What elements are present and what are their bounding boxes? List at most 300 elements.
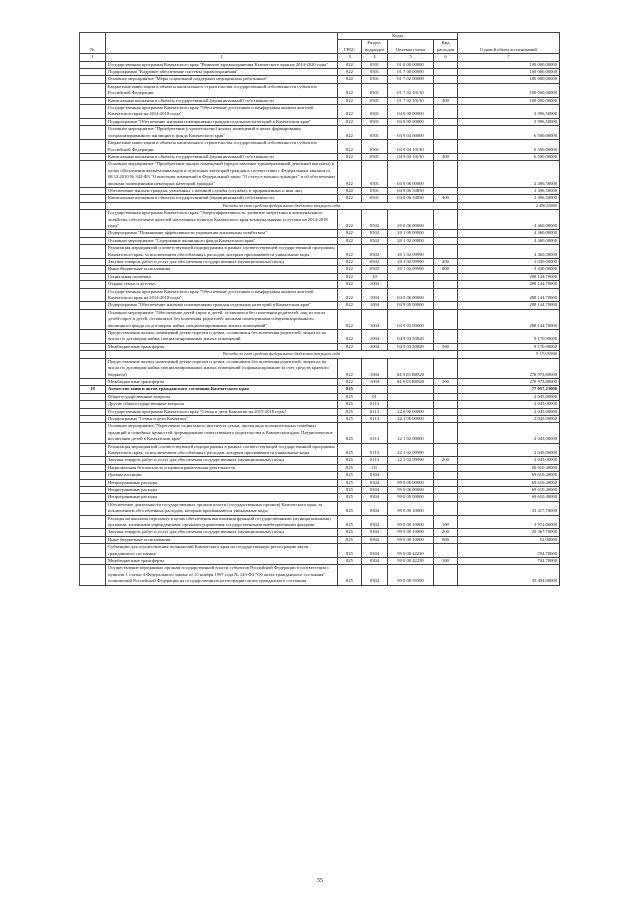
row-amount: 288 144,70000 (458, 302, 560, 309)
row-grbs: 825 (338, 529, 362, 536)
row-name: Капитальные вложения в объекты государственной (муниципальной) собственности (106, 97, 338, 104)
row-amount: 2 045,00000 (458, 443, 560, 457)
table-row (80, 415, 560, 422)
row-section: 0501 (362, 69, 388, 76)
table-header-row (80, 33, 560, 40)
row-section: 1004 (362, 358, 388, 378)
row-number (80, 501, 106, 515)
row-name: Капитальные вложения в объекты государственной (муниципальной) собственности (106, 195, 338, 202)
row-name: Подпрограмма "Семья и дети Камчатки" (106, 415, 338, 422)
row-amount: 6 500,00000 (458, 140, 560, 154)
row-amount: 69 610,40000 (458, 494, 560, 501)
row-expense-type (434, 69, 458, 76)
row-section: 0502 (362, 210, 388, 230)
header-codes: Коды (338, 33, 458, 40)
row-expense-type: 500 (434, 558, 458, 565)
row-name: Государственная программа Камчатского края "Развитие здравоохранения Камчатского края на 2014-2020 годы" (106, 61, 338, 68)
row-name: Основное мероприятие "Приобретение жилых помещений (предоставление единовременной денежной выплаты) в целях обеспечения жильем инвалидов и отдельных категорий граждан в соответствии с Федеральным законом от 08.12.2010 № 342-ФЗ "О внесении изменений в Федеральный закон "О статусе военнослужащих" и об обеспечении жилыми помещениями некоторых категорий граждан" (106, 161, 338, 188)
row-name: Обеспечение жильем граждан, уволенных с военной службы (службы), и приравненных к ним лиц (106, 187, 338, 194)
row-amount: 29 367,70000 (458, 529, 560, 536)
row-expense-type (434, 83, 458, 97)
row-target-article: 04 9 03 R0820 (388, 358, 434, 378)
row-name: Непрограммные расходы (106, 479, 338, 486)
row-section: 0304 (362, 529, 388, 536)
row-expense-type (434, 140, 458, 154)
row-grbs: 822 (338, 378, 362, 385)
table-row (80, 237, 560, 244)
row-expense-type (434, 76, 458, 83)
row-name: Обеспечение деятельности государственных органов власти (государственных органов) Камчатского края, за исключением обособленных расходов, которым присваиваются уникальные коды (106, 501, 338, 515)
row-section: 0304 (362, 565, 388, 585)
row-expense-type (434, 273, 458, 280)
row-expense-type (434, 472, 458, 479)
row-section: 0501 (362, 61, 388, 68)
row-number (80, 97, 106, 104)
row-expense-type (434, 479, 458, 486)
row-expense-type: 800 (434, 266, 458, 273)
row-amount: 69 610,40000 (458, 479, 560, 486)
row-amount: 704,70000 (458, 558, 560, 565)
row-section: 0501 (362, 153, 388, 160)
row-number (80, 105, 106, 119)
table-row (80, 105, 560, 119)
table-row (80, 69, 560, 76)
table-row (80, 515, 560, 529)
row-grbs: 825 (338, 515, 362, 529)
row-expense-type: 200 (434, 259, 458, 266)
row-target-article: 99 0 00 10000 (388, 515, 434, 529)
row-number (80, 210, 106, 230)
row-name: Государственная программа Камчатского края "Обеспечение доступным и комфортным жильем жителей Камчатского края на 2014-2018 годы" (106, 105, 338, 119)
budget-table (79, 32, 560, 586)
row-target-article: 99 0 00 10000 (388, 501, 434, 515)
row-grbs: 825 (338, 408, 362, 415)
row-amount: 288 144,70000 (458, 273, 560, 280)
row-grbs: 822 (338, 309, 362, 329)
row-target-article: 04 9 00 00000 (388, 302, 434, 309)
row-number (80, 118, 106, 125)
row-section: 0304 (362, 536, 388, 543)
table-row (80, 281, 560, 288)
row-name: Государственная программа Камчатского края "Семья и дети Камчатки на 2015-2018 годы" (106, 408, 338, 415)
row-amount: 278 973,80000 (458, 358, 560, 378)
row-amount: 2 045,00000 (458, 393, 560, 400)
row-target-article: 04 9 03 50820 (388, 343, 434, 350)
row-number (80, 565, 106, 585)
row-number (80, 536, 106, 543)
table-row (80, 386, 560, 393)
row-grbs: 825 (338, 464, 362, 471)
row-expense-type (434, 118, 458, 125)
row-expense-type (434, 210, 458, 230)
row-grbs: 825 (338, 501, 362, 515)
row-target-article: 20 1 02 00000 (388, 237, 434, 244)
row-amount: 2 045,00000 (458, 401, 560, 408)
row-expense-type (434, 443, 458, 457)
row-expense-type (434, 408, 458, 415)
row-number (80, 393, 106, 400)
row-target-article (388, 401, 434, 408)
row-name: Социальная политика (106, 273, 338, 280)
row-expense-type: 500 (434, 378, 458, 385)
row-grbs: 822 (338, 161, 362, 188)
row-target-article: 20 0 00 00000 (388, 210, 434, 230)
row-expense-type (434, 126, 458, 140)
row-number (80, 529, 106, 536)
row-amount: 77 057,21000 (458, 386, 560, 393)
row-section: 0502 (362, 237, 388, 244)
row-number (80, 230, 106, 237)
table-row (80, 273, 560, 280)
row-target-article (388, 281, 434, 288)
row-expense-type (434, 501, 458, 515)
table-row (80, 487, 560, 494)
row-amount: 35 494,00000 (458, 565, 560, 585)
row-grbs: 825 (338, 494, 362, 501)
row-number (80, 343, 106, 350)
row-name: Межбюджетные трансферты (106, 343, 338, 350)
row-target-article: 04 9 06 00000 (388, 161, 434, 188)
row-section: 0501 (362, 161, 388, 188)
row-name: Закупка товаров, работ и услуг для обеспечения государственных (муниципальных) нужд (106, 457, 338, 464)
row-name: Закупка товаров, работ и услуг для обеспечения государственных (муниципальных) нужд (106, 259, 338, 266)
row-number (80, 330, 106, 344)
row-number (80, 515, 106, 529)
row-target-article: 99 0 00 00000 (388, 479, 434, 486)
row-number (80, 479, 106, 486)
row-number (80, 408, 106, 415)
row-name: Непрограммные расходы (106, 487, 338, 494)
table-row (80, 126, 560, 140)
row-target-article: 99 0 00 59300 (388, 565, 434, 585)
table-row (80, 423, 560, 443)
row-expense-type (434, 309, 458, 329)
page-number: 55 (317, 878, 323, 884)
row-name: Основное мероприятие "Меры социальной поддержки медицинских работников" (106, 76, 338, 83)
row-target-article: 04 0 00 00000 (388, 105, 434, 119)
row-name: Подпрограмма "Обеспечение жилыми помещениями граждан отдельных категорий в Камчатском крае" (106, 302, 338, 309)
row-expense-type: 500 (434, 343, 458, 350)
row-grbs: 822 (338, 83, 362, 97)
row-section: 0113 (362, 457, 388, 464)
row-name: Реализация мероприятий соответствующей подпрограммы в рамках соответствующей государственной программы Камчатского края, за исключением обособленных расходов, которым присваиваются уникальные коды (106, 245, 338, 259)
row-grbs: 825 (338, 393, 362, 400)
row-section: 0501 (362, 126, 388, 140)
table-row (80, 479, 560, 486)
table-body (80, 33, 560, 586)
row-section: 0502 (362, 245, 388, 259)
row-amount: 4 460,00000 (458, 245, 560, 259)
row-amount: 100 000,00000 (458, 83, 560, 97)
row-amount: 52,00000 (458, 536, 560, 543)
row-section: 0501 (362, 105, 388, 119)
table-row (80, 558, 560, 565)
table-row (80, 187, 560, 194)
row-grbs: 825 (338, 558, 362, 565)
row-grbs: 822 (338, 343, 362, 350)
row-target-article: 04 9 06 54850 (388, 195, 434, 202)
table-row (80, 118, 560, 125)
row-number (80, 494, 106, 501)
header-section: Раздел, подраздел (362, 40, 388, 54)
row-grbs: 825 (338, 415, 362, 422)
note-amount: 9 170,90000 (458, 351, 560, 358)
row-expense-type (434, 161, 458, 188)
row-grbs: 822 (338, 210, 362, 230)
row-section: 0502 (362, 259, 388, 266)
row-amount: 2 045,00000 (458, 423, 560, 443)
row-grbs: 825 (338, 386, 362, 393)
row-grbs: 825 (338, 423, 362, 443)
row-grbs: 822 (338, 61, 362, 68)
row-name: Иные бюджетные ассигнования (106, 536, 338, 543)
table-row (80, 83, 560, 97)
row-number (80, 457, 106, 464)
column-number-row: 1 2 3 4 5 6 7 (80, 54, 560, 61)
table-row (80, 309, 560, 329)
row-grbs: 825 (338, 544, 362, 558)
row-target-article: 04 9 03 50820 (388, 330, 434, 344)
row-name: Осуществление переданных органам государственной власти субъектов Российской Федерации в соответствии с пунктом 1 статьи 4 Федерального закона от 15 ноября 1997 года № 143-ФЗ "Об актах гражданского состояния" полномочий Российской Федерации на государственную регистрацию актов гражданского состояния (106, 565, 338, 585)
row-name: Реализация мероприятий соответствующей подпрограммы в рамках соответствующей государственной программы Камчатского края, за исключением обособленных расходов, которым присваиваются уникальные коды (106, 443, 338, 457)
row-amount: 100 000,00000 (458, 76, 560, 83)
row-amount: 2 496,50000 (458, 195, 560, 202)
row-amount: 9 170,90000 (458, 343, 560, 350)
row-expense-type (434, 245, 458, 259)
note-text: Расходы за счет средств федерального бюджета текущего года (106, 202, 458, 209)
table-row (80, 501, 560, 515)
row-section: 0304 (362, 501, 388, 515)
row-target-article: 04 9 03 R0820 (388, 378, 434, 385)
row-section: 0501 (362, 83, 388, 97)
row-number (80, 401, 106, 408)
row-expense-type (434, 281, 458, 288)
row-number (80, 266, 106, 273)
row-grbs: 822 (338, 330, 362, 344)
row-name: Основное мероприятие "Содержание жилищного фонда Камчатского края" (106, 237, 338, 244)
row-expense-type (434, 187, 458, 194)
row-target-article: 01 7 00 00000 (388, 69, 434, 76)
row-name: Другие общегосударственные вопросы (106, 401, 338, 408)
row-name: Иные бюджетные ассигнования (106, 266, 338, 273)
row-name: Органы юстиции (106, 472, 338, 479)
table-row (80, 230, 560, 237)
row-grbs: 822 (338, 302, 362, 309)
row-amount: 2 496,50000 (458, 161, 560, 188)
row-expense-type (434, 237, 458, 244)
row-target-article: 01 7 02 00000 (388, 76, 434, 83)
row-amount: 2 496,50000 (458, 187, 560, 194)
row-section: 1004 (362, 330, 388, 344)
row-grbs: 825 (338, 479, 362, 486)
table-row (80, 343, 560, 350)
row-expense-type (434, 565, 458, 585)
row-name: Общегосударственные вопросы (106, 393, 338, 400)
row-expense-type (434, 544, 458, 558)
row-expense-type (434, 61, 458, 68)
row-grbs: 825 (338, 536, 362, 543)
row-grbs: 822 (338, 76, 362, 83)
row-name: Агентство записи актов гражданского состояния Камчатского края (106, 386, 338, 393)
row-section: 0113 (362, 415, 388, 422)
note-text: Расходы за счет средств федерального бюджета текущего года (106, 351, 458, 358)
row-number (80, 464, 106, 471)
row-number (80, 273, 106, 280)
table-row (80, 140, 560, 154)
table-row (80, 288, 560, 302)
row-target-article: 99 0 00 10000 (388, 529, 434, 536)
row-section: 0304 (362, 494, 388, 501)
row-amount: 4 460,00000 (458, 237, 560, 244)
table-row (80, 153, 560, 160)
row-number (80, 415, 106, 422)
row-amount: 704,70000 (458, 544, 560, 558)
row-section: 0304 (362, 487, 388, 494)
row-target-article: 04 9 00 00000 (388, 118, 434, 125)
row-amount: 100 000,00000 (458, 97, 560, 104)
row-amount: 4 460,00000 (458, 230, 560, 237)
row-amount: 1 030,00000 (458, 259, 560, 266)
table-row (80, 302, 560, 309)
row-section: 0113 (362, 423, 388, 443)
row-name: Национальная безопасность и правоохранительная деятельность (106, 464, 338, 471)
row-target-article: 04 9 04 10130 (388, 140, 434, 154)
row-amount: 278 973,80000 (458, 378, 560, 385)
table-row (80, 97, 560, 104)
row-section: 01 (362, 393, 388, 400)
row-amount: 2 045,00000 (458, 457, 560, 464)
row-number (80, 281, 106, 288)
row-grbs: 825 (338, 487, 362, 494)
row-amount: 288 144,70000 (458, 288, 560, 302)
row-amount: 69 610,40000 (458, 487, 560, 494)
table-row (80, 472, 560, 479)
row-target-article: 01 7 02 10130 (388, 97, 434, 104)
row-grbs: 822 (338, 281, 362, 288)
row-target-article: 99 0 00 42230 (388, 558, 434, 565)
row-target-article: 20 1 02 09990 (388, 259, 434, 266)
row-target-article: 04 0 00 00000 (388, 288, 434, 302)
row-expense-type (434, 464, 458, 471)
table-row (80, 161, 560, 188)
row-name: Подпрограмма "Обеспечение жилыми помещениями граждан отдельных категорий в Камчатском крае" (106, 118, 338, 125)
row-expense-type (434, 423, 458, 443)
row-grbs: 825 (338, 443, 362, 457)
row-target-article: 01 7 02 10130 (388, 83, 434, 97)
row-number (80, 558, 106, 565)
table-row (80, 245, 560, 259)
table-row (80, 494, 560, 501)
row-name: Подпрограмма "Повышение эффективности управления жилищным хозяйством" (106, 230, 338, 237)
row-target-article (388, 273, 434, 280)
row-section: 1004 (362, 281, 388, 288)
header-expense-type: Вид расходов (434, 40, 458, 54)
table-row (80, 529, 560, 536)
row-target-article (388, 386, 434, 393)
header-grbs: ГРБС (338, 40, 362, 54)
row-number (80, 126, 106, 140)
row-target-article: 04 9 03 00000 (388, 309, 434, 329)
row-section: 0304 (362, 479, 388, 486)
row-section: 10 (362, 273, 388, 280)
row-number (80, 237, 106, 244)
row-grbs: 822 (338, 237, 362, 244)
row-amount: 69 610,40000 (458, 464, 560, 471)
row-target-article: 99 0 00 42230 (388, 544, 434, 558)
row-expense-type (434, 105, 458, 119)
row-expense-type (434, 393, 458, 400)
row-target-article: 22 1 02 09990 (388, 457, 434, 464)
table-row (80, 61, 560, 68)
table-row (80, 259, 560, 266)
row-grbs: 825 (338, 457, 362, 464)
row-target-article: 04 9 04 00000 (388, 126, 434, 140)
row-number (80, 487, 106, 494)
row-number (80, 544, 106, 558)
row-name: Межбюджетные трансферты (106, 558, 338, 565)
header-number: № (80, 33, 106, 54)
table-row (80, 536, 560, 543)
subtotal-note-row (80, 351, 560, 358)
row-amount: 6 500,00000 (458, 153, 560, 160)
table-row (80, 76, 560, 83)
row-grbs: 822 (338, 118, 362, 125)
row-section: 1004 (362, 378, 388, 385)
row-section: 1004 (362, 302, 388, 309)
row-number (80, 76, 106, 83)
row-target-article: 20 1 02 09990 (388, 245, 434, 259)
row-expense-type (434, 415, 458, 422)
row-grbs: 822 (338, 195, 362, 202)
row-grbs: 822 (338, 288, 362, 302)
row-section: 1004 (362, 288, 388, 302)
row-expense-type: 400 (434, 195, 458, 202)
row-amount: 4 460,00000 (458, 210, 560, 230)
row-section: 0113 (362, 401, 388, 408)
row-grbs: 822 (338, 97, 362, 104)
row-number (80, 61, 106, 68)
header-target-article: Целевая статья (388, 40, 434, 54)
row-section (362, 386, 388, 393)
row-grbs: 822 (338, 245, 362, 259)
row-expense-type (434, 230, 458, 237)
row-section: 1004 (362, 343, 388, 350)
table-row (80, 457, 560, 464)
row-grbs: 822 (338, 259, 362, 266)
row-grbs: 822 (338, 126, 362, 140)
row-name: Основное мероприятие "Приобретение (строительство) жилых помещений в целях формирования специализированного жилищного фонда Камчатского края" (106, 126, 338, 140)
table-row (80, 544, 560, 558)
row-name: Предоставление жилых помещений детям-сиротам и детям, оставшимся без попечения родителей, лицам из их числа по договорам найма специализированных жилых помещений (софинансирование за счет средств краевого бюджета) (106, 358, 338, 378)
row-section: 0502 (362, 230, 388, 237)
row-name: Бюджетные инвестиции в объекты капитального строительства государственной собственности субъектов Российской Федерации (106, 83, 338, 97)
row-expense-type: 200 (434, 529, 458, 536)
row-section: 0501 (362, 118, 388, 125)
row-grbs: 822 (338, 273, 362, 280)
row-section: 0501 (362, 140, 388, 154)
row-section: 0501 (362, 97, 388, 104)
table-row (80, 330, 560, 344)
table-row (80, 266, 560, 273)
row-number (80, 472, 106, 479)
row-expense-type: 400 (434, 153, 458, 160)
table-row (80, 443, 560, 457)
row-number (80, 83, 106, 97)
row-target-article: 20 1 02 09990 (388, 266, 434, 273)
row-target-article: 04 9 06 54850 (388, 187, 434, 194)
row-number (80, 443, 106, 457)
row-number (80, 288, 106, 302)
